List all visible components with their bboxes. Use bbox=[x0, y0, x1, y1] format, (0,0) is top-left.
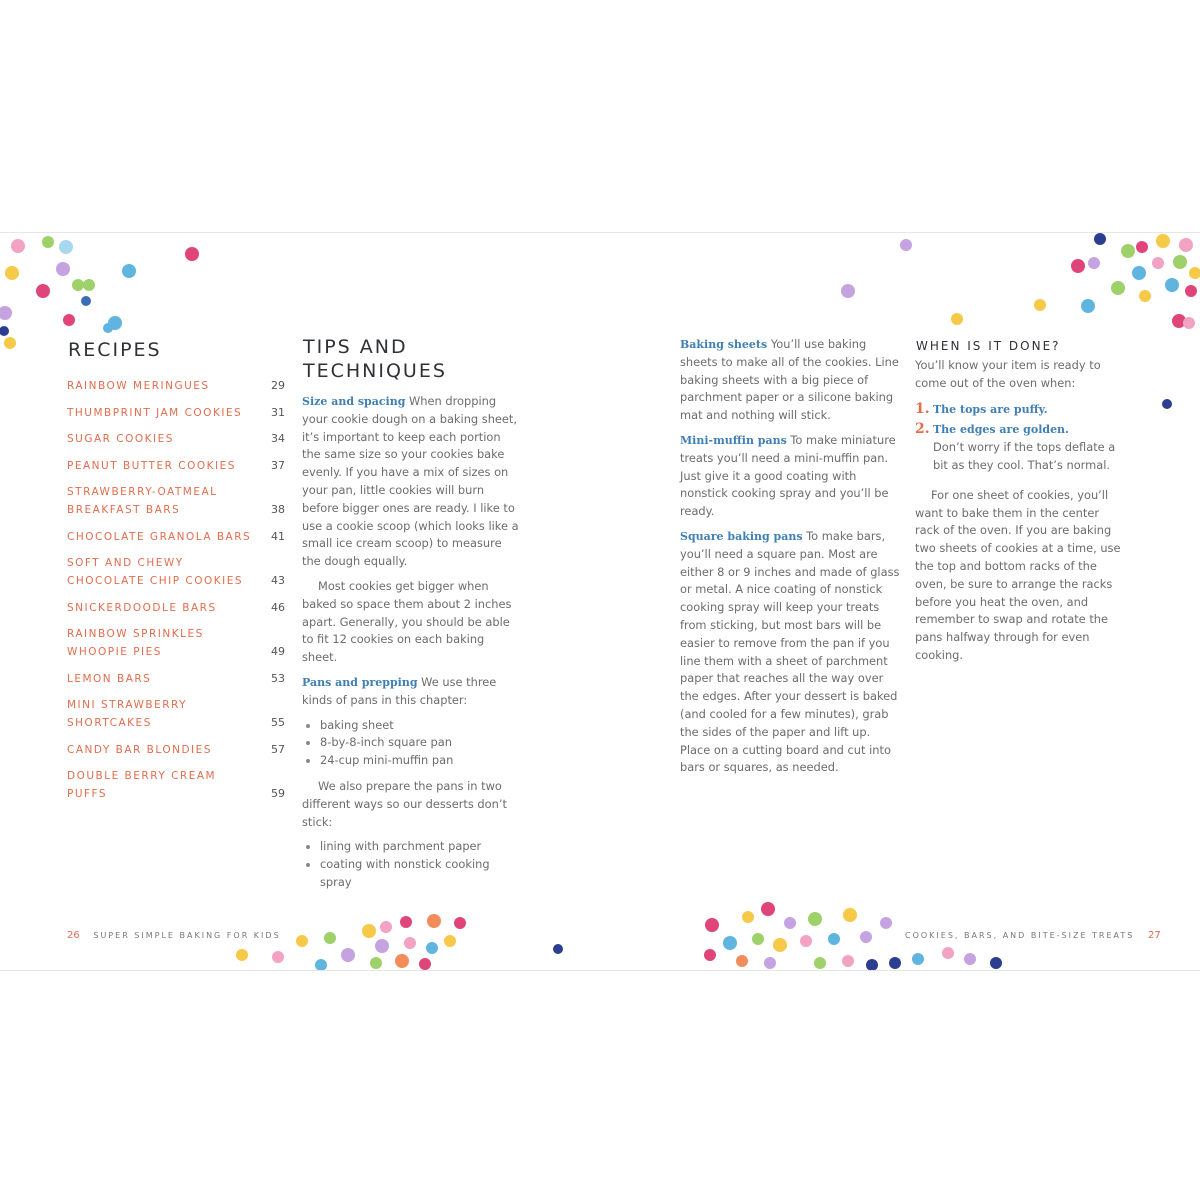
when-is-it-done-heading: WHEN IS IT DONE? bbox=[916, 339, 1061, 353]
recipes-list bbox=[67, 377, 285, 812]
baking-sheets-paragraph bbox=[680, 336, 900, 425]
recipe-entry[interactable] bbox=[67, 599, 285, 617]
done-step-text: The tops are puffy. bbox=[933, 402, 1048, 416]
book-spread bbox=[0, 232, 1200, 971]
recipe-page-number: 38 bbox=[271, 503, 285, 516]
pans-list-item: • 24-cup mini-muffin pan bbox=[320, 752, 522, 770]
recipe-title: STRAWBERRY-OATMEAL BREAKFAST BARS bbox=[67, 486, 218, 516]
right-page-number: 27 bbox=[1148, 930, 1161, 941]
baking-sheets-text: You’ll use baking sheets to make all of the cookies. Line baking sheets with a big piece of parchment paper or a silicone baking mat and nothing will stick. bbox=[680, 337, 899, 423]
recipe-title: PEANUT BUTTER COOKIES bbox=[67, 459, 236, 472]
pans-list-item: • 8-by-8-inch square pan bbox=[320, 734, 522, 752]
pans-column bbox=[680, 336, 900, 784]
done-intro: You’ll know your item is ready to come out of the oven when: bbox=[915, 358, 1101, 390]
right-running-title: COOKIES, BARS, AND BITE-SIZE TREATS bbox=[905, 931, 1135, 940]
recipe-title: SOFT AND CHEWY CHOCOLATE CHIP COOKIES bbox=[67, 557, 244, 587]
pans-paragraph bbox=[302, 674, 522, 710]
recipe-entry[interactable] bbox=[67, 625, 285, 661]
mini-muffin-paragraph bbox=[680, 432, 900, 521]
recipe-page-number: 53 bbox=[271, 671, 285, 685]
recipe-entry[interactable] bbox=[67, 554, 285, 590]
recipe-entry[interactable] bbox=[67, 457, 285, 475]
recipe-page-number: 34 bbox=[271, 432, 285, 445]
recipe-title: RAINBOW SPRINKLES WHOOPIE PIES bbox=[67, 628, 204, 658]
recipe-title: LEMON BARS bbox=[67, 672, 152, 685]
done-step-text: The edges are golden. bbox=[933, 423, 1069, 437]
recipe-entry[interactable] bbox=[67, 430, 285, 448]
recipe-title: RAINBOW MERINGUES bbox=[67, 380, 210, 392]
confetti-bottom-left bbox=[236, 914, 563, 970]
pans-and-prepping-text: We use three kinds of pans in this chapter: bbox=[302, 674, 497, 707]
recipe-page-number: 55 bbox=[271, 716, 285, 729]
recipe-entry[interactable] bbox=[67, 767, 285, 803]
spacing-paragraph: Most cookies get bigger when baked so space them about 2 inches apart. Generally, you should be able to fit 12 cookies on each baking sheet. bbox=[302, 578, 512, 665]
done-steps bbox=[915, 401, 1125, 475]
recipe-page-number: 57 bbox=[271, 742, 285, 756]
left-page-number: 26 bbox=[67, 930, 80, 941]
recipe-title: DOUBLE BERRY CREAM PUFFS bbox=[67, 770, 217, 800]
recipe-title: CHOCOLATE GRANOLA BARS bbox=[67, 530, 252, 543]
size-and-spacing-paragraph bbox=[302, 393, 522, 571]
pans-list-item: • baking sheet bbox=[320, 717, 522, 735]
recipe-page-number: 37 bbox=[271, 458, 285, 472]
baking-sheets-term: Baking sheets bbox=[680, 338, 768, 351]
square-pans-text: To make bars, you’ll need a square pan. Most are either 8 or 9 inches and made of glass or metal. A nice coating of nonstick cooking spray will keep your treats from sticking, but most bars will be easier to remove from the pan if you line them with a sheet of parchment paper that reaches all the way over the edges. After your dessert is baked (and cooled for a few minutes), grab the sides of the paper and lift up. Place on a cutting board and cut into bars or squares, as needed. bbox=[680, 528, 900, 775]
square-pans-paragraph bbox=[680, 528, 900, 777]
confetti-top-left bbox=[0, 236, 199, 349]
recipe-page-number: 46 bbox=[271, 600, 285, 614]
recipe-page-number: 41 bbox=[271, 529, 285, 543]
tips-column bbox=[302, 393, 522, 900]
doneness-column bbox=[915, 357, 1125, 672]
recipe-entry[interactable] bbox=[67, 696, 285, 732]
right-footer bbox=[905, 930, 1161, 941]
recipes-heading: RECIPES bbox=[68, 339, 162, 361]
done-step-number: 1. bbox=[915, 400, 930, 417]
pans-and-prepping-term: Pans and prepping bbox=[302, 675, 418, 689]
recipe-title: THUMBPRINT JAM COOKIES bbox=[67, 406, 243, 419]
recipe-page-number: 29 bbox=[271, 379, 285, 392]
rack-paragraph: For one sheet of cookies, you’ll want to bake them in the center rack of the oven. If you are baking two sheets of cookies at a time, use the top and bottom racks of the oven, be sure to arrange the racks before you heat the oven, and remember to swap and rotate the pans halfway through for even cooking. bbox=[915, 487, 1121, 662]
done-step bbox=[915, 421, 1125, 474]
prep-list bbox=[302, 838, 522, 891]
recipe-entry[interactable] bbox=[67, 483, 285, 519]
left-running-title: SUPER SIMPLE BAKING FOR KIDS bbox=[93, 931, 281, 940]
recipe-entry[interactable] bbox=[67, 404, 285, 422]
recipe-entry[interactable] bbox=[67, 528, 285, 546]
done-step-note: Don’t worry if the tops deflate a bit as they cool. That’s normal. bbox=[933, 440, 1116, 472]
prep-list-item: • coating with nonstick cooking spray bbox=[320, 856, 522, 892]
left-footer bbox=[67, 930, 281, 941]
done-step bbox=[915, 401, 1125, 419]
recipe-entry[interactable] bbox=[67, 377, 285, 395]
recipe-entry[interactable] bbox=[67, 741, 285, 759]
recipe-title: SNICKERDOODLE BARS bbox=[67, 601, 217, 614]
recipe-title: SUGAR COOKIES bbox=[67, 433, 174, 445]
prep-list-item: • lining with parchment paper bbox=[320, 838, 522, 856]
prep-paragraph: We also prepare the pans in two different ways so our desserts don’t stick: bbox=[302, 778, 507, 829]
size-and-spacing-text: When dropping your cookie dough on a baking sheet, it’s important to keep each portion the same size so your cookies bake evenly. If you have a mix of sizes on your pan, little cookies will burn before bigger ones are ready. I like to use a cookie scoop (which looks like a small ice cream scoop) to measure the dough equally. bbox=[302, 394, 519, 569]
mini-muffin-term: Mini-muffin pans bbox=[680, 433, 787, 447]
recipe-page-number: 43 bbox=[271, 574, 285, 587]
recipe-page-number: 31 bbox=[271, 405, 285, 419]
tips-heading bbox=[303, 335, 447, 383]
tips-heading-line-1: TIPS AND bbox=[303, 336, 408, 358]
mini-muffin-text: To make miniature treats you’ll need a mini-muffin pan. Just give it a good coating with nonstick cooking spray and you’ll be ready. bbox=[680, 432, 896, 519]
recipe-entry[interactable] bbox=[67, 670, 285, 688]
recipe-page-number: 49 bbox=[271, 645, 285, 658]
square-pans-term: Square baking pans bbox=[680, 529, 803, 543]
pans-list bbox=[302, 717, 522, 770]
recipe-title: CANDY BAR BLONDIES bbox=[67, 743, 212, 756]
recipe-title: MINI STRAWBERRY SHORTCAKES bbox=[67, 699, 188, 729]
tips-heading-line-2: TECHNIQUES bbox=[303, 360, 447, 382]
recipe-page-number: 59 bbox=[271, 787, 285, 800]
size-and-spacing-term: Size and spacing bbox=[302, 395, 406, 408]
done-step-number: 2. bbox=[915, 421, 930, 438]
